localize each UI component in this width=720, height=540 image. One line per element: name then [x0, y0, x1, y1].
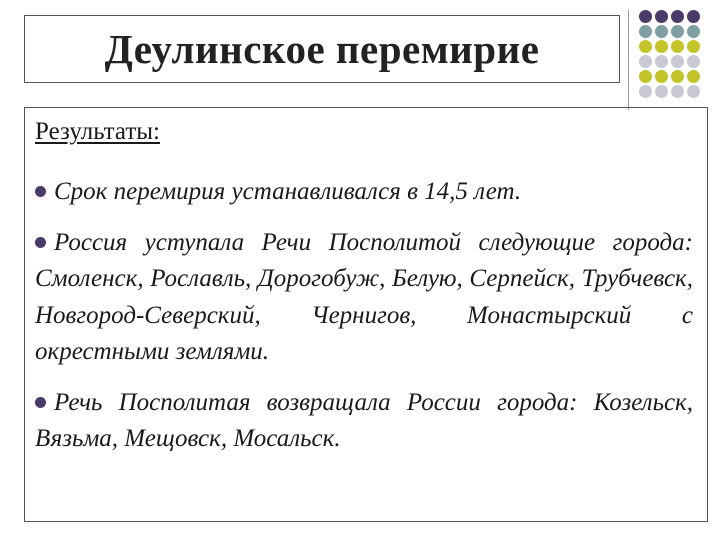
slide-title: Деулинское перемирие: [104, 26, 540, 72]
results-heading: Результаты:: [35, 118, 160, 145]
decorative-dot: [687, 40, 700, 53]
bullet-icon: [35, 186, 46, 197]
decorative-dot: [671, 40, 684, 53]
bullet-item: [35, 174, 693, 211]
decorative-dot: [655, 25, 668, 38]
decorative-dot: [639, 40, 652, 53]
bullet-text: Срок перемирия устанавливался в 14,5 лет.: [54, 178, 522, 205]
decorative-dot: [639, 70, 652, 83]
decorative-dot: [639, 55, 652, 68]
decorative-dot: [655, 70, 668, 83]
decorative-dot: [655, 55, 668, 68]
decorative-dot: [655, 40, 668, 53]
decorative-dot: [639, 25, 652, 38]
decorative-dot: [687, 25, 700, 38]
decorative-dot-grid: [639, 10, 701, 99]
divider-line: [628, 10, 629, 110]
decorative-dot: [687, 10, 700, 23]
title-box: [24, 15, 620, 83]
bullet-text: Россия уступала Речи Посполитой следующие города: Смоленск, Рославль, Дорогобуж, Белую, Серпейск, Трубчевск, Новгород-Северский, Чернигов, Монастырский с окрестными землями.: [35, 228, 693, 365]
bullet-icon: [35, 237, 46, 248]
decorative-dot: [671, 85, 684, 98]
decorative-dot: [639, 85, 652, 98]
decorative-dot: [671, 70, 684, 83]
bullet-list: [35, 174, 693, 472]
decorative-dot: [655, 85, 668, 98]
decorative-dot: [639, 10, 652, 23]
bullet-text: Речь Посполитая возвращала России города: Козельск, Вязьма, Мещовск, Мосальск.: [35, 388, 693, 452]
bullet-item: [35, 385, 693, 458]
decorative-dot: [671, 10, 684, 23]
decorative-dot: [687, 85, 700, 98]
bullet-item: [35, 225, 693, 371]
bullet-icon: [35, 397, 46, 408]
decorative-dot: [687, 70, 700, 83]
decorative-dot: [671, 25, 684, 38]
decorative-dot: [687, 55, 700, 68]
decorative-dot: [655, 10, 668, 23]
content-box: [24, 107, 708, 522]
decorative-dot: [671, 55, 684, 68]
